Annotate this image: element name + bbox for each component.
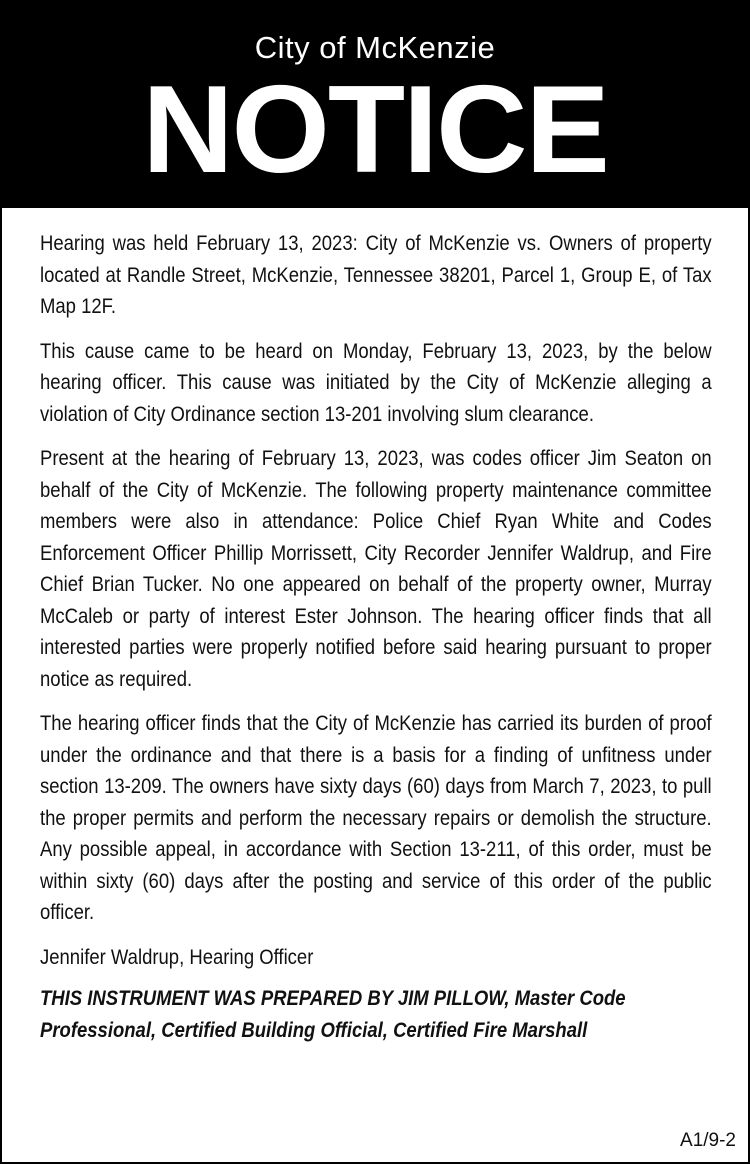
city-name: City of McKenzie (254, 30, 496, 65)
ad-code: A1/9-2 (680, 1130, 736, 1151)
paragraph-attendance: Present at the hearing of February 13, 2023, was codes officer Jim Seaton on behalf of the City of McKenzie. The following property maintenance committee members were also in attendance: Police Chief Ryan White and Codes Enforcement Officer Phillip Morrissett, City Recorder Jennifer Waldrup, and Fire Chief Brian Tucker. No one appeared on behalf of the property owner, Murray McCaleb or party of interest Ester Johnson. The hearing officer finds that all interested parties were properly notified before said hearing pursuant to proper notice as required. (40, 446, 712, 691)
paragraph-cause: This cause came to be heard on Monday, February 13, 2023, by the below hearing officer. This cause was initiated by the City of McKenzie alleging a violation of City Ordinance section 13-201 involving slum clearance. (40, 338, 712, 426)
paragraph-findings: The hearing officer finds that the City of McKenzie has carried its burden of proof under the ordinance and that there is a basis for a finding of unfitness under section 13-209. The owners have sixty days (60) days from March 7, 2023, to pull the proper permits and perform the necessary repairs or demolish the structure. Any possible appeal, in accordance with Section 13-211, of this order, must be within sixty (60) days after the posting and service of this order of the public officer. (40, 711, 712, 924)
signature-line: Jennifer Waldrup, Hearing Officer (40, 944, 314, 969)
paragraph-hearing: Hearing was held February 13, 2023: City of McKenzie vs. Owners of property located at Randle Street, McKenzie, Tennessee 38201, Parcel 1, Group E, of Tax Map 12F. (40, 231, 712, 318)
notice-body (40, 228, 712, 1046)
notice-title: NOTICE (142, 61, 608, 199)
notice-header (2, 2, 748, 208)
prepared-by-line: THIS INSTRUMENT WAS PREPARED BY JIM PILLOW, Master Code Professional, Certified Building Official, Certified Fire Marshall (40, 986, 626, 1042)
